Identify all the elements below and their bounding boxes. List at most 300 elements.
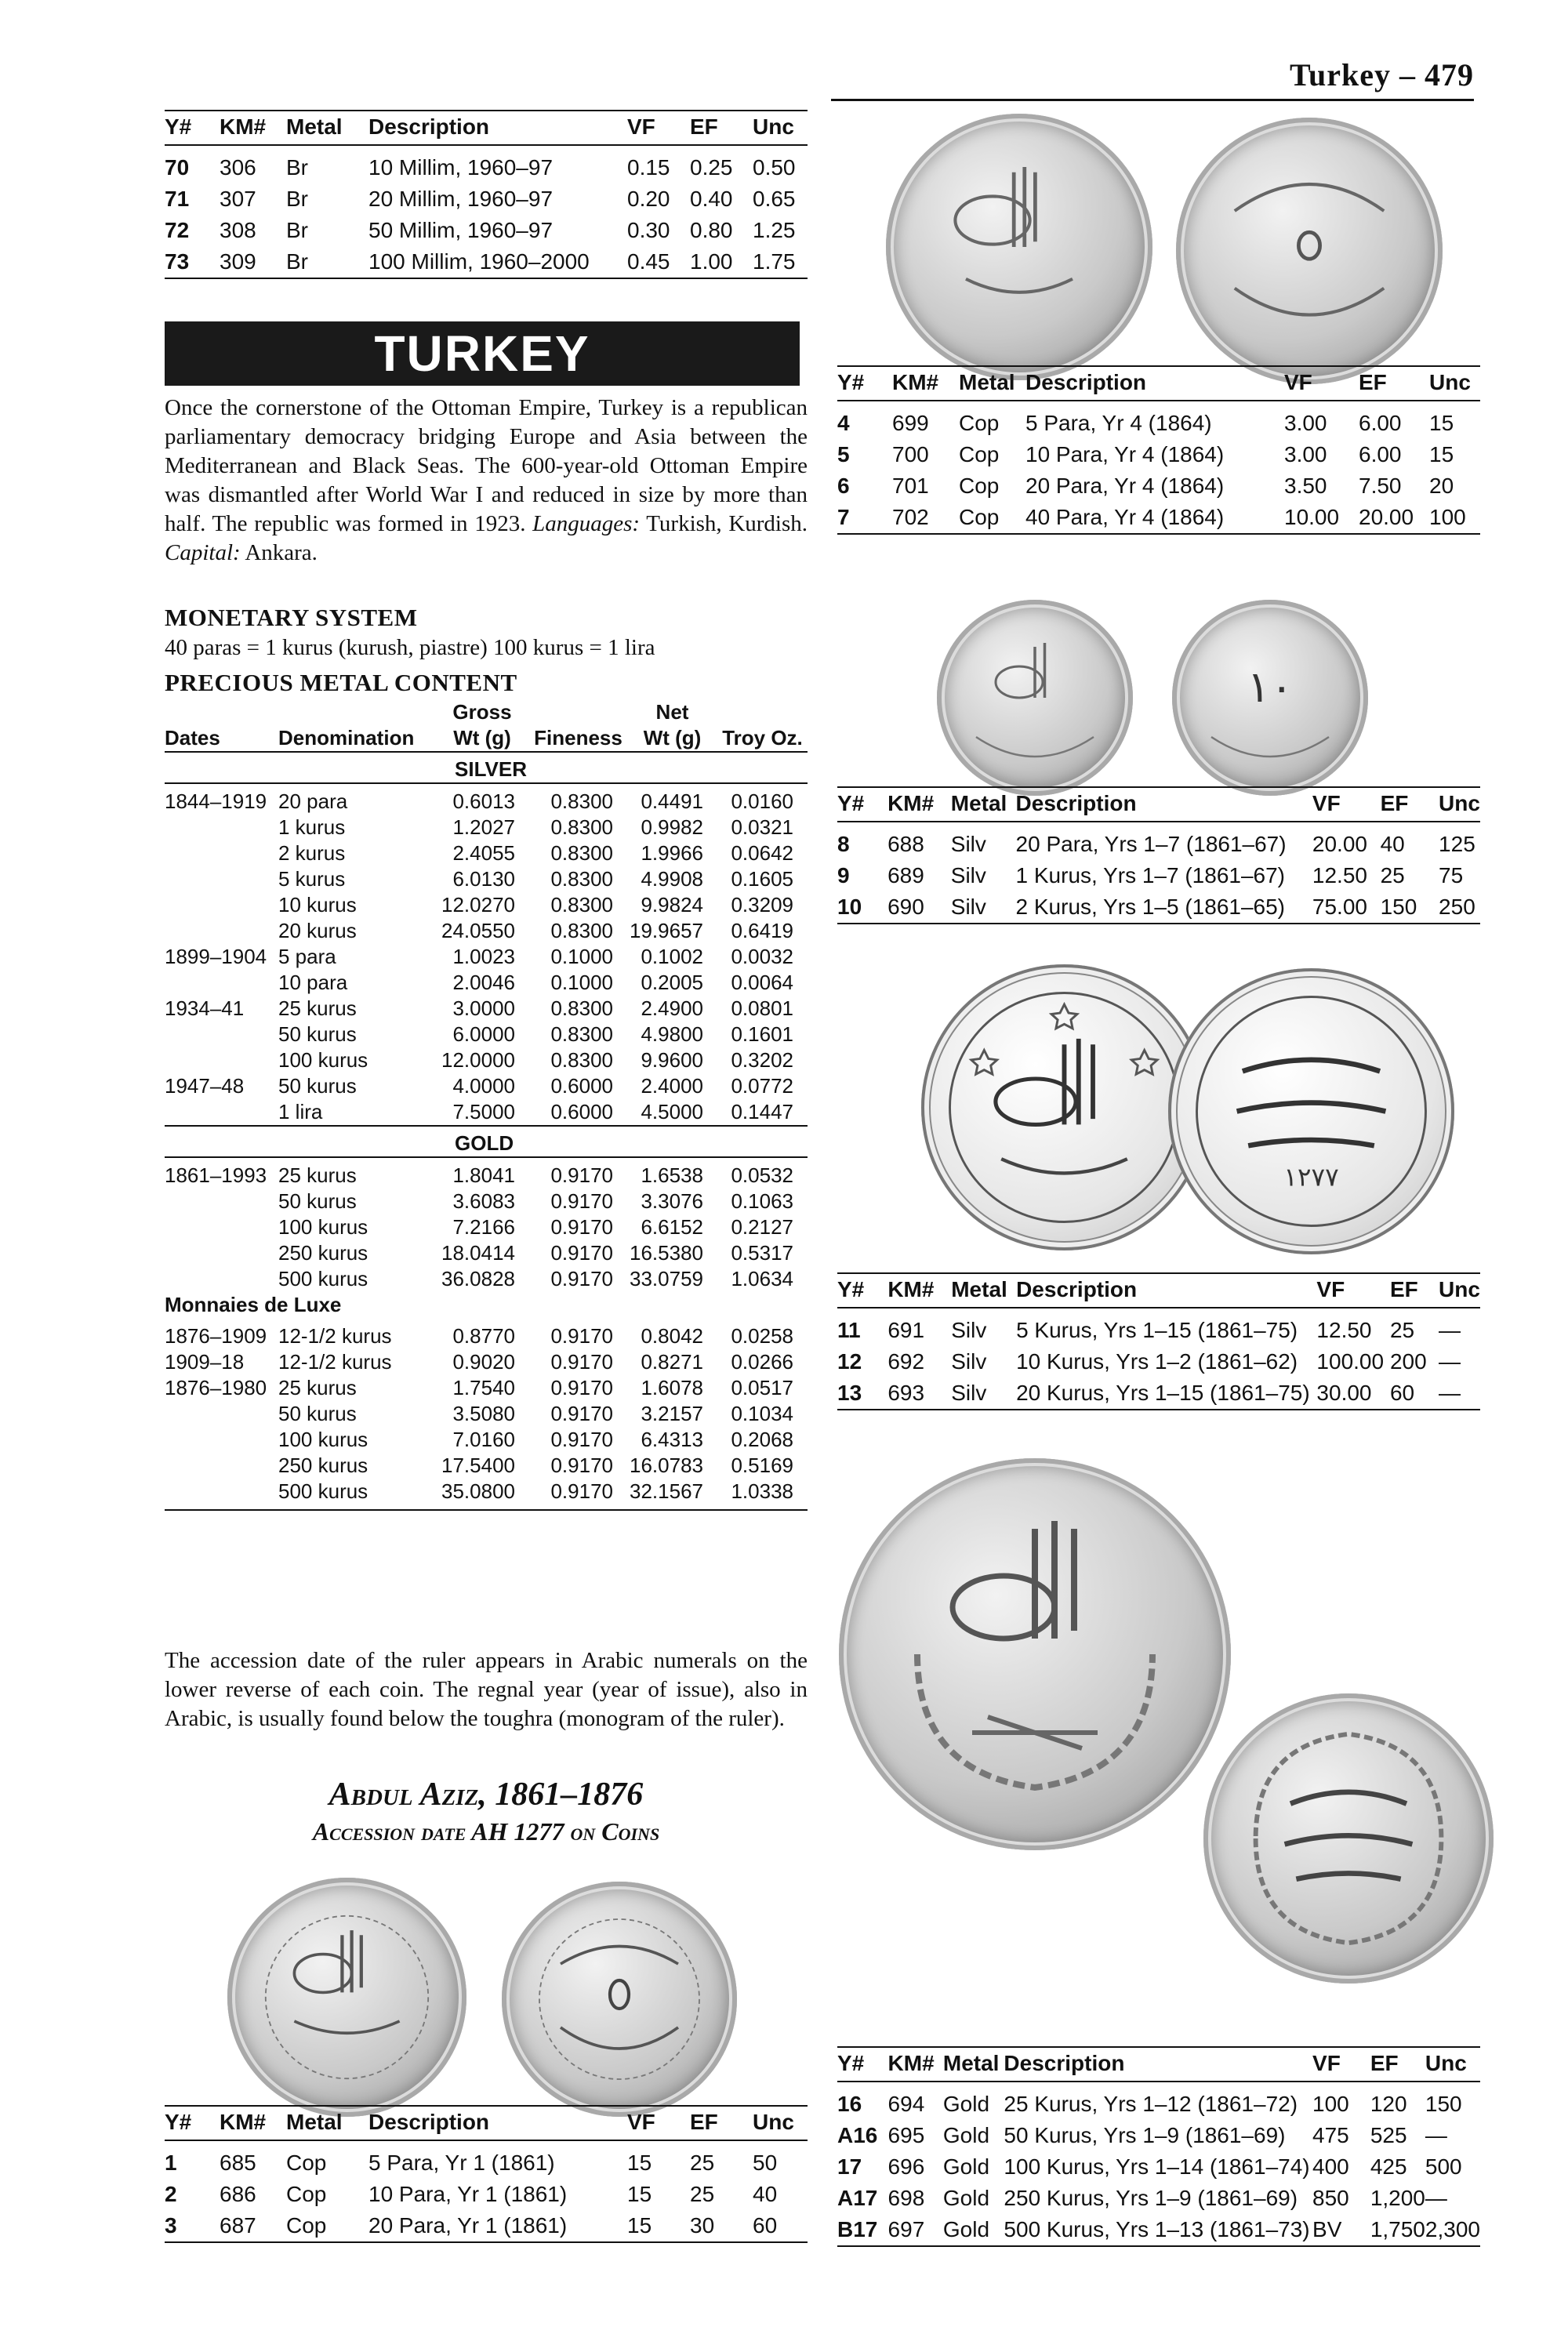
table-cell: Silv: [950, 895, 986, 919]
table-cell: 309: [220, 249, 256, 274]
ruler-name-text: Abdul Aziz, 1861–1876: [328, 1777, 644, 1813]
precious-cell: 3.6083: [452, 1189, 515, 1213]
precious-cell: [165, 1047, 278, 1073]
table-header-row: [837, 1274, 1480, 1308]
table-cell: Gold: [942, 2154, 990, 2179]
table-cell: 15: [627, 2151, 652, 2175]
silver-large-block: [837, 1272, 1480, 1410]
precious-cell: 17.5400: [441, 1454, 515, 1477]
precious-header-top: [165, 699, 808, 725]
table-cell: Cop: [959, 505, 1000, 529]
precious-cell: 0.4491: [641, 789, 703, 813]
precious-row: [165, 1240, 808, 1266]
precious-cell: 0.1601: [731, 1022, 793, 1046]
column-header: Metal: [959, 367, 1025, 401]
table-cell: 30.00: [1316, 1381, 1372, 1405]
table-cell: 0.80: [690, 218, 733, 242]
table-row: [165, 183, 808, 215]
table-cell: 400: [1312, 2154, 1349, 2179]
precious-cell: 1.8041: [452, 1163, 515, 1187]
table-cell: 1.25: [753, 218, 796, 242]
table-cell: 60: [753, 2213, 778, 2238]
column-header: Y#: [837, 1274, 887, 1308]
table-row: [837, 2183, 1480, 2214]
table-cell: 687: [220, 2213, 256, 2238]
capital-label: Capital:: [165, 540, 241, 565]
precious-row: [165, 944, 808, 970]
precious-cell: 2.4900: [641, 996, 703, 1020]
table-cell: 3.50: [1284, 474, 1327, 498]
precious-cell: [165, 1099, 278, 1126]
table-cell: 0.30: [627, 218, 670, 242]
table-cell: 692: [887, 1349, 925, 1374]
precious-cell: 0.8271: [641, 1350, 703, 1374]
column-header: Metal: [286, 111, 368, 145]
precious-cell: 0.2127: [731, 1215, 793, 1239]
precious-cell: 20 kurus: [278, 919, 357, 942]
table-cell: 70: [165, 155, 190, 180]
table-cell: 694: [887, 2092, 925, 2116]
precious-cell: 0.5317: [731, 1241, 793, 1265]
column-header: VF: [627, 2107, 690, 2140]
precious-cell: 0.8300: [550, 867, 613, 891]
precious-cell: 2.4055: [452, 841, 515, 865]
precious-cell: 6.4313: [641, 1428, 703, 1451]
table-cell: 100.00: [1316, 1349, 1385, 1374]
precious-row: [165, 996, 808, 1022]
ruler-accession: [165, 1817, 808, 1846]
table-cell: 686: [220, 2182, 256, 2206]
table-cell: 25 Kurus, Yrs 1–12 (1861–72): [1004, 2092, 1298, 2116]
table-cell: 50 Kurus, Yrs 1–9 (1861–69): [1004, 2123, 1286, 2147]
gold-table: [837, 2048, 1480, 2245]
precious-row: [165, 1479, 808, 1504]
col-dates: Dates: [165, 726, 220, 750]
country-title: TURKEY: [374, 325, 590, 382]
table-cell: 696: [887, 2154, 925, 2179]
table-row: [837, 822, 1480, 860]
precious-cell: 3.2157: [641, 1402, 703, 1425]
table-cell: 3: [165, 2213, 177, 2238]
languages-value: Turkish, Kurdish.: [646, 511, 808, 536]
column-header: VF: [627, 111, 690, 145]
precious-row: [165, 918, 808, 944]
precious-row: [165, 1099, 808, 1126]
precious-cell: 6.6152: [641, 1215, 703, 1239]
precious-cell: 1 lira: [278, 1100, 323, 1123]
table-row: [165, 215, 808, 246]
precious-cell: 100 kurus: [278, 1215, 368, 1239]
table-cell: Silv: [950, 863, 986, 887]
precious-cell: 25 kurus: [278, 996, 357, 1020]
precious-cell: 9.9824: [641, 893, 703, 916]
precious-cell: 4.0000: [452, 1074, 515, 1098]
table-cell: 5: [837, 442, 850, 466]
precious-cell: 100 kurus: [278, 1048, 368, 1072]
table-cell: 100 Kurus, Yrs 1–14 (1861–74): [1004, 2154, 1310, 2179]
column-header: VF: [1312, 2048, 1370, 2082]
table-cell: 100: [1312, 2092, 1349, 2116]
column-header: KM#: [892, 367, 959, 401]
column-header: VF: [1284, 367, 1359, 401]
precious-cell: 0.8300: [550, 996, 613, 1020]
precious-cell: 1.2027: [452, 815, 515, 839]
table-cell: 693: [887, 1381, 925, 1405]
gold-block: [837, 2046, 1480, 2247]
precious-cell: 0.0258: [731, 1324, 793, 1348]
copper-yr1-block: [165, 2105, 808, 2243]
table-cell: 9: [837, 863, 850, 887]
net-label: Net: [655, 700, 689, 724]
table-cell: Silv: [951, 1349, 987, 1374]
toughra-star-icon: [921, 964, 1207, 1250]
precious-cell: 1947–48: [165, 1074, 245, 1098]
table-cell: 0.65: [753, 187, 796, 211]
precious-cell: 12.0270: [441, 893, 515, 916]
table-row: [837, 1377, 1480, 1409]
precious-cell: 0.8300: [550, 919, 613, 942]
column-header: EF: [690, 111, 753, 145]
precious-cell: [165, 892, 278, 918]
precious-cell: [165, 918, 278, 944]
table-cell: 250 Kurus, Yrs 1–9 (1861–69): [1004, 2186, 1298, 2210]
precious-cell: 0.0160: [731, 789, 793, 813]
copper-yr4-table: [837, 367, 1480, 533]
table-cell: Cop: [959, 442, 1000, 466]
gold-obverse-image: [839, 1458, 1231, 1850]
silver-rows: [165, 783, 808, 1126]
silver-small-table: [837, 788, 1480, 923]
table-row: [837, 1308, 1480, 1346]
table-cell: 4: [837, 411, 850, 435]
table-cell: BV: [1312, 2217, 1342, 2241]
precious-row: [165, 1401, 808, 1427]
precious-cell: 0.6419: [731, 919, 793, 942]
precious-cell: 33.0759: [630, 1267, 703, 1290]
precious-cell: 0.8300: [550, 789, 613, 813]
tunisia-coin-table: [165, 111, 808, 278]
precious-cell: 12-1/2 kurus: [278, 1324, 392, 1348]
precious-cell: 3.3076: [641, 1189, 703, 1213]
precious-cell: 0.9170: [550, 1324, 613, 1348]
precious-cell: 36.0828: [441, 1267, 515, 1290]
precious-cell: 12.0000: [441, 1048, 515, 1072]
table-row: [837, 1346, 1480, 1377]
column-header: Metal: [943, 2048, 1004, 2082]
col-troy-oz: Troy Oz.: [722, 726, 803, 750]
column-header: Y#: [837, 367, 892, 401]
table-cell: 307: [220, 187, 256, 211]
table-cell: 20.00: [1359, 505, 1414, 529]
table-cell: Gold: [942, 2092, 990, 2116]
silver-large-obverse-image: [921, 964, 1207, 1250]
table-row: [165, 145, 808, 183]
silver-label: SILVER: [455, 757, 527, 781]
table-cell: 0.15: [627, 155, 670, 180]
silver-section: [165, 752, 808, 783]
table-cell: 1.75: [753, 249, 796, 274]
precious-cell: 20 para: [278, 789, 348, 813]
table-cell: 7.50: [1359, 474, 1402, 498]
precious-cell: [165, 1189, 278, 1214]
table-cell: 25: [690, 2182, 715, 2206]
precious-cell: 2.4000: [641, 1074, 703, 1098]
table-cell: Cop: [286, 2213, 327, 2238]
ruler-accession-text: Accession date AH 1277 on Coins: [312, 1817, 660, 1846]
table-cell: 10 Millim, 1960–97: [368, 155, 554, 180]
table-cell: 5 Kurus, Yrs 1–15 (1861–75): [1016, 1318, 1298, 1342]
copper-yr4-obverse-image: [886, 114, 1152, 380]
table-cell: Br: [286, 249, 308, 274]
table-cell: 500: [1425, 2154, 1462, 2179]
table-row: [837, 2082, 1480, 2120]
table-cell: 10 Para, Yr 1 (1861): [368, 2182, 568, 2206]
column-header: Description: [1016, 788, 1312, 822]
column-header: Metal: [951, 788, 1016, 822]
table-cell: 7: [837, 505, 850, 529]
precious-cell: 0.1000: [550, 945, 613, 968]
column-header: VF: [1316, 1274, 1390, 1308]
table-cell: 10: [837, 895, 862, 919]
column-header: KM#: [220, 111, 286, 145]
table-cell: 700: [892, 442, 929, 466]
precious-cell: 12-1/2 kurus: [278, 1350, 392, 1374]
precious-cell: 1.0634: [731, 1267, 793, 1290]
table-cell: 20 Para, Yrs 1–7 (1861–67): [1015, 832, 1287, 856]
table-row: [165, 246, 808, 278]
table-row: [837, 860, 1480, 891]
precious-cell: 0.8770: [452, 1324, 515, 1348]
copper-yr4-block: [837, 365, 1480, 535]
table-cell: 100: [1429, 505, 1466, 529]
table-cell: 12.50: [1316, 1318, 1372, 1342]
precious-row: [165, 815, 808, 840]
table-cell: A17: [837, 2186, 878, 2210]
precious-row: [165, 1073, 808, 1099]
table-cell: 15: [627, 2182, 652, 2206]
precious-cell: 16.5380: [630, 1241, 703, 1265]
precious-cell: 0.9170: [550, 1241, 613, 1265]
table-cell: 0.25: [690, 155, 733, 180]
table-cell: 1 Kurus, Yrs 1–7 (1861–67): [1015, 863, 1286, 887]
table-cell: 691: [887, 1318, 925, 1342]
precious-row: [165, 1427, 808, 1453]
precious-cell: [165, 866, 278, 892]
toughra-icon: [937, 600, 1133, 796]
precious-metal-table: [165, 699, 808, 1504]
gold-reverse-image: [1203, 1693, 1494, 1984]
toughra-icon: [227, 1878, 466, 2117]
precious-cell: 0.9170: [550, 1402, 613, 1425]
table-cell: 0.45: [627, 249, 670, 274]
precious-row: [165, 1189, 808, 1214]
column-header: Unc: [1429, 367, 1480, 401]
precious-cell: 0.0801: [731, 996, 793, 1020]
precious-cell: [165, 1022, 278, 1047]
precious-cell: [165, 1427, 278, 1453]
column-header: KM#: [887, 1274, 951, 1308]
arabic-legend-icon: [1172, 600, 1368, 796]
denomination-mark: ١٠: [1247, 662, 1294, 712]
precious-cell: [165, 1453, 278, 1479]
precious-cell: 6.0000: [452, 1022, 515, 1046]
precious-row: [165, 970, 808, 996]
table-cell: 20 Para, Yr 1 (1861): [368, 2213, 568, 2238]
table-cell: —: [1425, 2186, 1447, 2210]
precious-cell: [165, 1214, 278, 1240]
precious-cell: 5 para: [278, 945, 336, 968]
precious-cell: 0.6000: [550, 1074, 613, 1098]
precious-cell: [165, 1479, 278, 1504]
table-cell: 16: [837, 2092, 862, 2116]
table-cell: 11: [837, 1318, 861, 1342]
precious-cell: 5 kurus: [278, 867, 346, 891]
precious-cell: 0.8300: [550, 1048, 613, 1072]
precious-cell: 1844–1919: [165, 789, 267, 813]
table-cell: 50 Millim, 1960–97: [368, 218, 554, 242]
table-cell: 25: [1380, 863, 1405, 887]
table-cell: Gold: [942, 2217, 990, 2241]
table-cell: 12.50: [1312, 863, 1367, 887]
table-cell: 702: [892, 505, 929, 529]
precious-cell: [165, 1240, 278, 1266]
precious-cell: 0.0064: [731, 971, 793, 994]
precious-cell: 1 kurus: [278, 815, 346, 839]
table-cell: 10.00: [1284, 505, 1340, 529]
precious-cell: 0.1063: [731, 1189, 793, 1213]
precious-cell: 0.8300: [550, 815, 613, 839]
table-cell: 8: [837, 832, 850, 856]
table-cell: 200: [1389, 1349, 1427, 1374]
table-cell: 17: [837, 2154, 862, 2179]
table-cell: 306: [220, 155, 256, 180]
precious-cell: 50 kurus: [278, 1189, 357, 1213]
precious-cell: 6.0130: [452, 867, 515, 891]
accession-year-mark: ١٢٧٧: [1283, 1162, 1339, 1192]
precious-cell: 0.8300: [550, 841, 613, 865]
precious-table-block: [165, 699, 808, 1511]
silver-large-table: [837, 1274, 1480, 1409]
table-header-row: [165, 2107, 808, 2140]
table-cell: 72: [165, 218, 190, 242]
table-cell: Silv: [951, 1381, 987, 1405]
silver-small-obverse-image: [937, 600, 1133, 796]
precious-cell: 0.0642: [731, 841, 793, 865]
col-net-wt: Wt (g): [643, 726, 702, 750]
table-cell: 5 Para, Yr 1 (1861): [368, 2151, 555, 2175]
table-cell: 685: [220, 2151, 256, 2175]
column-header: EF: [1359, 367, 1429, 401]
precious-heading: PRECIOUS METAL CONTENT: [165, 669, 517, 696]
silver-small-reverse-image: [1172, 600, 1368, 796]
gross-label: Gross: [452, 700, 512, 724]
capital-value: Ankara.: [245, 540, 318, 565]
precious-row: [165, 1157, 808, 1189]
precious-cell: 2 kurus: [278, 841, 346, 865]
table-row: [165, 2179, 808, 2210]
precious-cell: 25 kurus: [278, 1376, 357, 1399]
precious-row: [165, 892, 808, 918]
precious-cell: 0.6000: [550, 1100, 613, 1123]
table-cell: Br: [286, 155, 308, 180]
table-cell: —: [1439, 1349, 1461, 1374]
precious-cell: 10 para: [278, 971, 348, 994]
table-cell: Br: [286, 187, 308, 211]
column-header: KM#: [887, 788, 951, 822]
table-cell: Silv: [951, 1318, 987, 1342]
gold-rows: [165, 1157, 808, 1292]
precious-cell: 0.3202: [731, 1048, 793, 1072]
precious-cell: 500 kurus: [278, 1479, 368, 1503]
column-header: Metal: [951, 1274, 1016, 1308]
toughra-icon: [886, 114, 1152, 380]
precious-cell: 4.9908: [641, 867, 703, 891]
table-cell: 25: [1389, 1318, 1415, 1342]
monetary-text: 40 paras = 1 kurus (kurush, piastre) 100 kurus = 1 lira: [165, 635, 655, 660]
column-header: Unc: [753, 111, 808, 145]
table-cell: 71: [165, 187, 190, 211]
gold-label: GOLD: [455, 1131, 514, 1155]
precious-cell: 50 kurus: [278, 1022, 357, 1046]
precious-row: [165, 1047, 808, 1073]
precious-row: [165, 1214, 808, 1240]
table-cell: Cop: [959, 474, 1000, 498]
precious-cell: 0.0517: [731, 1376, 793, 1399]
table-row: [165, 2210, 808, 2241]
precious-row: [165, 1318, 808, 1349]
table-row: [837, 2214, 1480, 2245]
column-header: Metal: [286, 2107, 368, 2140]
precious-cell: 0.9170: [550, 1189, 613, 1213]
table-cell: 40: [1380, 832, 1405, 856]
table-cell: 20 Para, Yr 4 (1864): [1025, 474, 1225, 498]
column-header: Unc: [753, 2107, 808, 2140]
precious-cell: 0.9170: [550, 1376, 613, 1399]
precious-cell: 0.0321: [731, 815, 793, 839]
table-cell: 0.20: [627, 187, 670, 211]
precious-cell: [165, 815, 278, 840]
table-cell: 30: [690, 2213, 715, 2238]
table-cell: 1,750: [1370, 2217, 1425, 2241]
table-cell: 525: [1370, 2123, 1407, 2147]
arabic-legend-icon: [502, 1882, 737, 2117]
table-cell: Br: [286, 218, 308, 242]
precious-cell: 4.5000: [641, 1100, 703, 1123]
table-cell: 40 Para, Yr 4 (1864): [1025, 505, 1225, 529]
gold-section: [165, 1126, 808, 1157]
country-banner: [165, 321, 800, 386]
precious-cell: 16.0783: [630, 1454, 703, 1477]
table-cell: A16: [837, 2123, 878, 2147]
table-cell: 3.00: [1284, 442, 1327, 466]
table-cell: 688: [887, 832, 924, 856]
precious-cell: 0.9170: [550, 1163, 613, 1187]
precious-cell: 0.9170: [550, 1350, 613, 1374]
precious-cell: 50 kurus: [278, 1402, 357, 1425]
table-cell: Cop: [286, 2151, 327, 2175]
silver-large-reverse-image: [1168, 968, 1454, 1254]
column-header: KM#: [888, 2048, 943, 2082]
table-row: [837, 891, 1480, 923]
deluxe-rows: [165, 1318, 808, 1504]
table-cell: 695: [887, 2123, 925, 2147]
col-fineness: Fineness: [534, 726, 622, 750]
copper-coin-obverse-image: [227, 1878, 466, 2117]
column-header: Description: [1025, 367, 1284, 401]
precious-cell: 7.2166: [452, 1215, 515, 1239]
table-cell: 6.00: [1359, 442, 1402, 466]
table-cell: 120: [1370, 2092, 1407, 2116]
